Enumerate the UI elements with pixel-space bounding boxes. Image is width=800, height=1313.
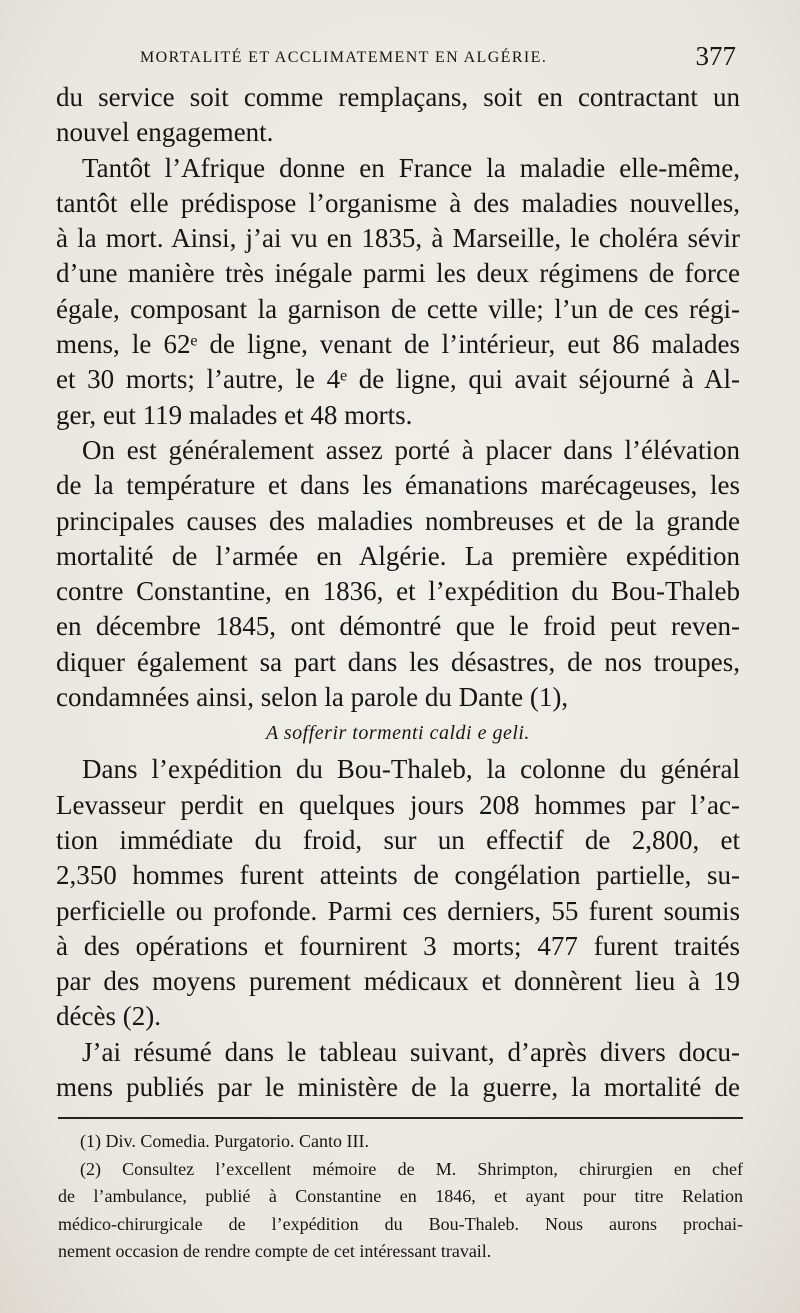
page-number: 377 bbox=[695, 41, 736, 71]
text-line: du service soit comme remplaçans, soit en contractant un bbox=[56, 82, 740, 112]
text-line: contre Constantine, en 1836, et l’expédition du Bou-Thaleb bbox=[56, 576, 740, 607]
text-line: 2,350 hommes furent atteints de congélation partielle, su- bbox=[56, 860, 740, 891]
text-line: principales causes des maladies nombreuses et de la grande bbox=[56, 505, 740, 536]
text-line: ger, eut 119 malades et 48 morts. bbox=[56, 399, 413, 430]
paragraph-block-2 bbox=[56, 752, 740, 1105]
text-line: (1) Div. Comedia. Purgatorio. Canto III. bbox=[80, 1131, 369, 1151]
text-line: J’ai résumé dans le tableau suivant, d’après divers docu- bbox=[82, 1036, 740, 1067]
paragraph-block-1 bbox=[56, 80, 740, 715]
text-line: égale, composant la garnison de cette ville; l’un de ces régi- bbox=[56, 293, 740, 324]
text-line: mens publiés par le ministère de la guerre, la mortalité de bbox=[56, 1072, 740, 1103]
text-line: perficielle ou profonde. Parmi ces derniers, 55 furent soumis bbox=[56, 895, 740, 926]
text-line: mortalité de l’armée en Algérie. La première expédition bbox=[56, 540, 740, 571]
text-line: tantôt elle prédispose l’organisme à des maladies nouvelles, bbox=[56, 187, 740, 218]
quotation: A sofferir tormenti caldi e geli. bbox=[266, 722, 530, 745]
text-line: mens, le 62ᵉ de ligne, venant de l’intérieur, eut 86 malades bbox=[56, 329, 740, 360]
text-line: tion immédiate du froid, sur un effectif de 2,800, et bbox=[56, 824, 740, 855]
page-header bbox=[140, 41, 740, 75]
text-line: décès (2). bbox=[56, 1001, 161, 1032]
footnote-rule bbox=[58, 1117, 743, 1119]
text-line: Dans l’expédition du Bou-Thaleb, la colonne du général bbox=[82, 754, 740, 785]
text-line: en décembre 1845, ont démontré que le froid peut reven- bbox=[56, 611, 740, 642]
text-line: d’une manière très inégale parmi les deux régimens de force bbox=[56, 258, 740, 289]
text-line: condamnées ainsi, selon la parole du Dante (1), bbox=[56, 682, 569, 713]
text-line: et 30 morts; l’autre, le 4ᵉ de ligne, qui avait séjourné à Al- bbox=[56, 364, 740, 395]
running-title: MORTALITÉ ET ACCLIMATEMENT EN ALGÉRIE. bbox=[140, 49, 548, 66]
text-line: (2) Consultez l’excellent mémoire de M. Shrimpton, chirurgien en chef bbox=[80, 1158, 743, 1179]
text-line: On est généralement assez porté à placer dans l’élévation bbox=[82, 434, 740, 465]
text-line: de l’ambulance, publié à Constantine en 1846, et ayant pour titre Relation bbox=[58, 1186, 743, 1206]
text-line: Levasseur perdit en quelques jours 208 hommes par l’ac- bbox=[56, 789, 740, 820]
text-line: à la mort. Ainsi, j’ai vu en 1835, à Marseille, le choléra sévir bbox=[56, 223, 740, 254]
text-line: par des moyens purement médicaux et donnèrent lieu à 19 bbox=[56, 966, 740, 997]
text-line: Tantôt l’Afrique donne en France la maladie elle-même, bbox=[82, 152, 740, 183]
text-line: médico-chirurgicale de l’expédition du Bou-Thaleb. Nous aurons prochai- bbox=[58, 1213, 743, 1234]
text-line: diquer également sa part dans les désastres, de nos troupes, bbox=[56, 646, 740, 677]
text-line: nouvel engagement. bbox=[56, 117, 274, 148]
text-line: nement occasion de rendre compte de cet intéressant travail. bbox=[58, 1241, 492, 1261]
footnotes bbox=[58, 1128, 743, 1266]
text-line: à des opérations et fournirent 3 morts; 477 furent traités bbox=[56, 930, 740, 961]
body-text bbox=[56, 80, 740, 1105]
text-line: de la température et dans les émanations marécageuses, les bbox=[56, 470, 740, 501]
